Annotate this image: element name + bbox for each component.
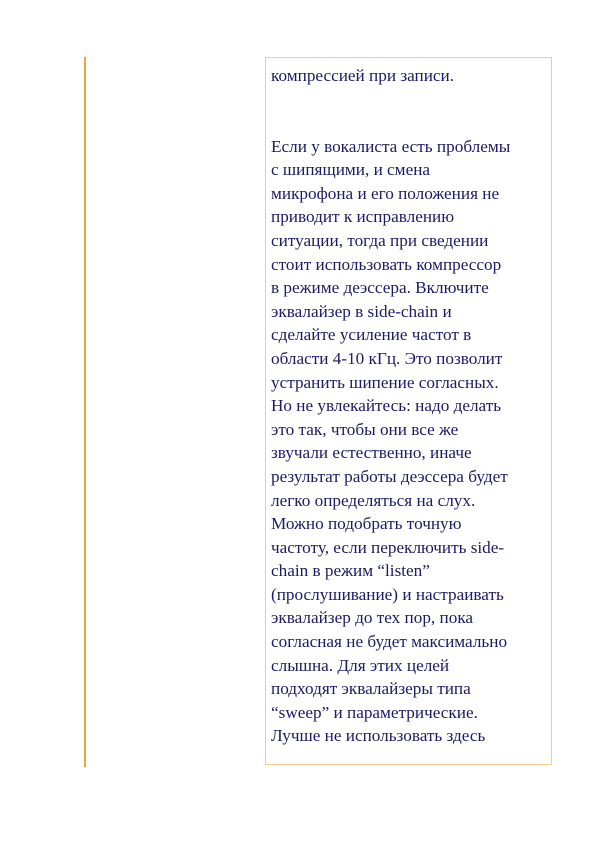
text-frame xyxy=(265,57,552,765)
paragraph-continuation: компрессией при записи. xyxy=(271,66,455,85)
paragraph-gap xyxy=(271,88,547,135)
paragraph-de-esser: Если у вокалиста есть проблемы с шипящими, и смена микрофона и его положения не приводит к исправлению ситуации, тогда при сведении стоит использовать компрессор в режиме деэссера. Включите эквалайзер в side-chain и сделайте усиление частот в области 4-10 кГц. Это позволит устранить шипение согласных. Но не увлекайтесь: надо делать это так, чтобы они все же звучали естественно, иначе результат работы деэссера будет легко определяться на слух. Можно подобрать точную частоту, если переключить side- chain в режим “listen” (прослушивание) и настраивать эквалайзер до тех пор, пока согласная не будет максимально слышна. Для этих целей подходят эквалайзеры типа “sweep” и параметрические. Лучше не использовать здесь xyxy=(271,136,511,746)
left-margin-rule xyxy=(84,57,86,767)
